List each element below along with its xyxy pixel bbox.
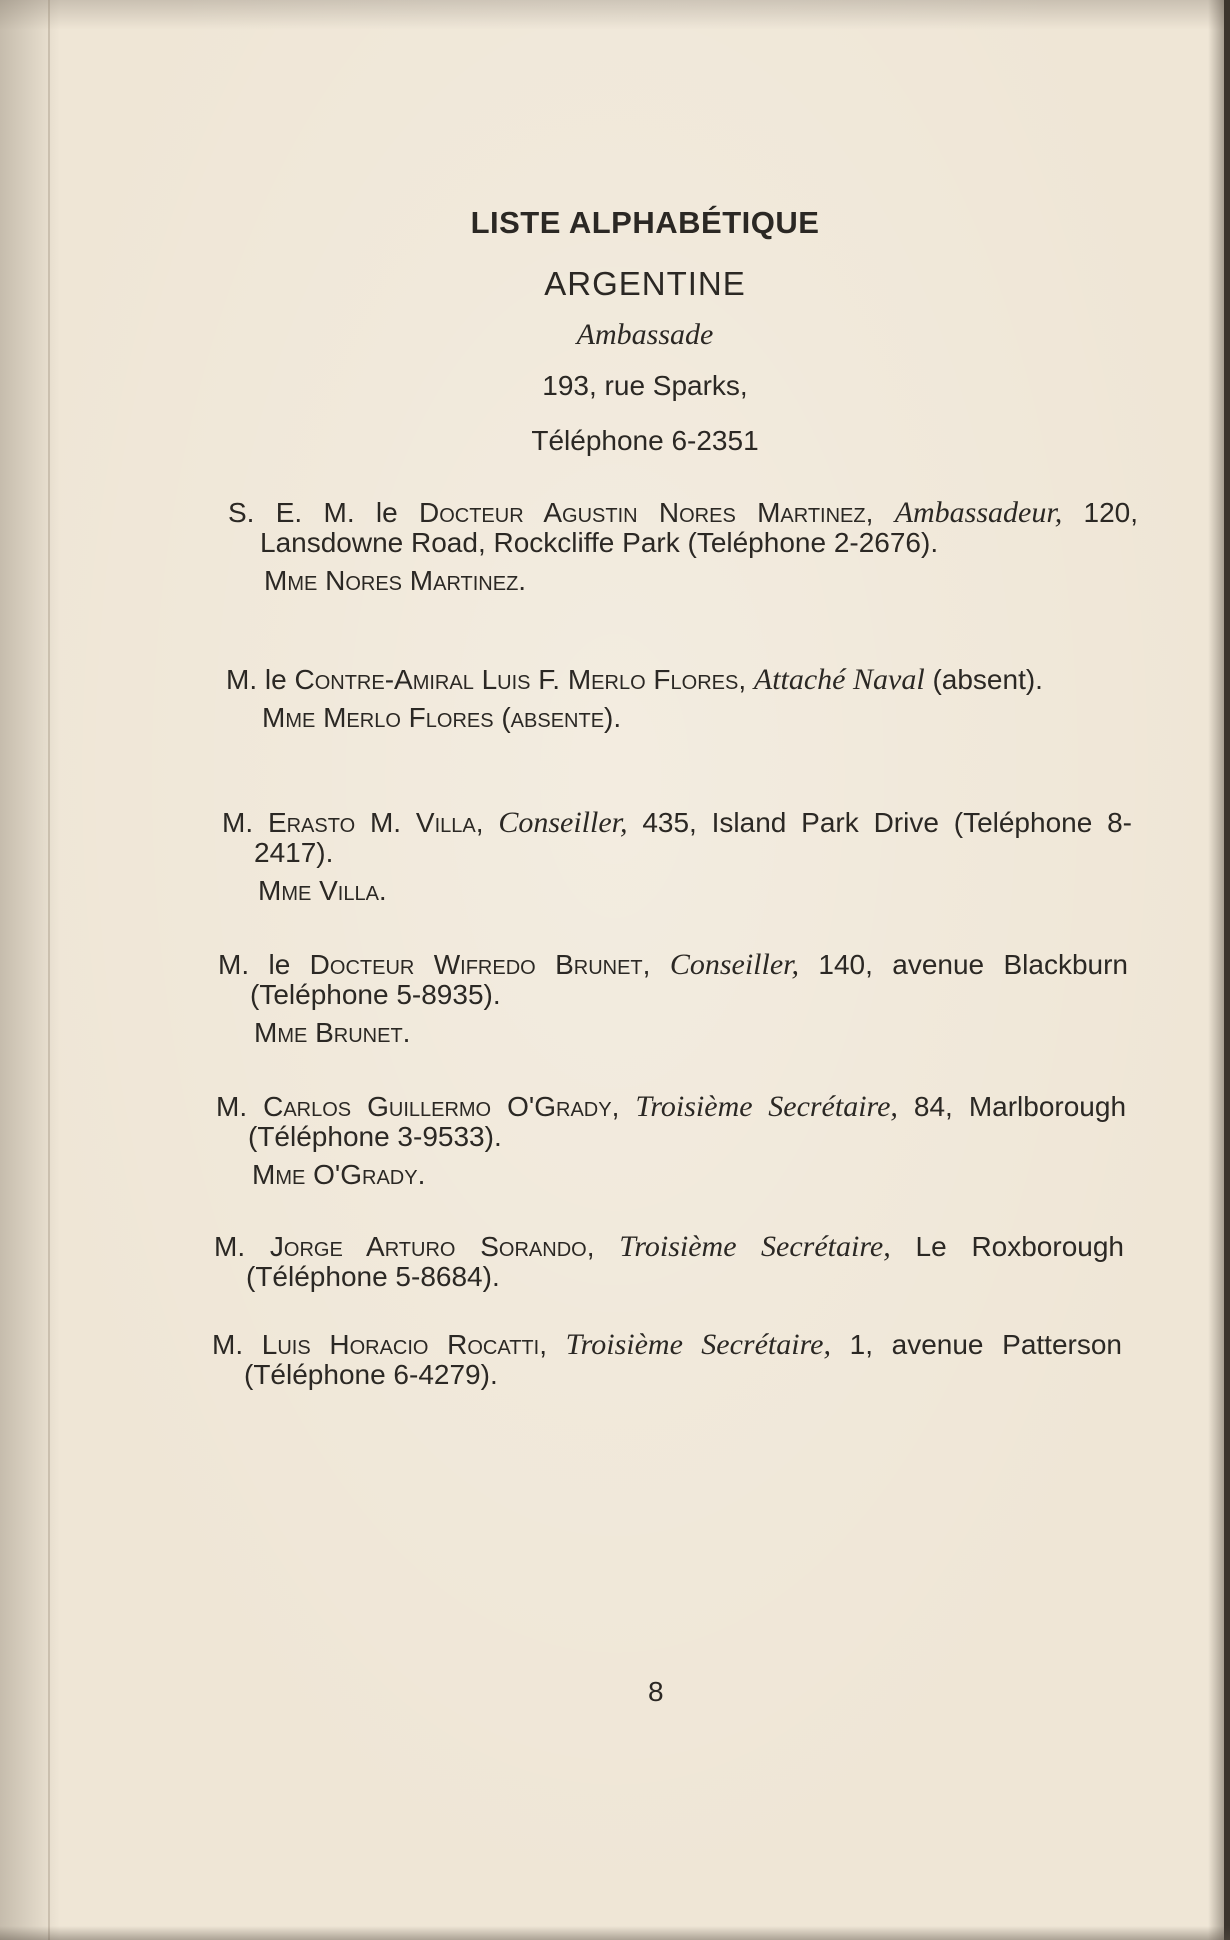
entry-details: Le Roxborough (Téléphone 5-8684). bbox=[246, 1231, 1124, 1292]
entry-prefix: M. bbox=[222, 807, 268, 838]
entry-prefix: S. E. M. le bbox=[228, 497, 419, 528]
entry-details: (absent). bbox=[924, 664, 1043, 695]
entry-prefix: M. bbox=[214, 1231, 270, 1262]
list-item bbox=[214, 1232, 1124, 1292]
entry-role: Conseiller, bbox=[498, 806, 628, 839]
country-heading: ARGENTINE bbox=[544, 265, 746, 302]
mission-phone: Téléphone 6-2351 bbox=[531, 425, 759, 456]
list-item bbox=[228, 498, 1138, 596]
entry-name: Erasto M. Villa, bbox=[267, 807, 499, 838]
entry-role: Attaché Naval bbox=[753, 663, 925, 696]
entry-spouse: Mme Merlo Flores (absente). bbox=[262, 702, 622, 733]
entry-role: Troisième Secrétaire, bbox=[565, 1328, 831, 1361]
list-title: LISTE ALPHABÉTIQUE bbox=[470, 205, 820, 240]
list-item bbox=[222, 808, 1132, 906]
entry-details: 140, avenue Blackburn (Teléphone 5-8935). bbox=[250, 949, 1128, 1010]
entry-line bbox=[226, 665, 1136, 695]
list-item bbox=[218, 950, 1128, 1048]
mission-type: Ambassade bbox=[576, 318, 714, 351]
entry-name: Jorge Arturo Sorando, bbox=[269, 1231, 620, 1262]
entry-details: 120, Lansdowne Road, Rockcliffe Park (Teléphone 2-2676). bbox=[260, 497, 1138, 558]
entry-line bbox=[212, 1330, 1122, 1390]
entry-details: 84, Marlborough (Téléphone 3-9533). bbox=[248, 1091, 1127, 1152]
entry-line bbox=[222, 808, 1132, 868]
entry-spouse: Mme Villa. bbox=[258, 875, 387, 906]
page-bottom-shadow bbox=[0, 1926, 1230, 1940]
entry-details: 435, Island Park Drive (Teléphone 8-2417). bbox=[254, 807, 1133, 868]
entry-spouse: Mme Brunet. bbox=[254, 1017, 411, 1048]
entry-prefix: M. bbox=[212, 1329, 262, 1360]
list-item bbox=[226, 665, 1136, 733]
entry-line bbox=[216, 1092, 1126, 1152]
list-item bbox=[216, 1092, 1126, 1190]
page-number: 8 bbox=[648, 1676, 664, 1707]
entry-name: Docteur Agustin Nores Martinez, bbox=[418, 497, 895, 528]
entry-name: Contre-Amiral Luis F. Merlo Flores, bbox=[294, 664, 754, 695]
entry-role: Troisième Secrétaire, bbox=[619, 1230, 891, 1263]
entry-details: 1, avenue Patterson (Téléphone 6-4279). bbox=[244, 1329, 1123, 1390]
entry-spouse: Mme O'Grady. bbox=[252, 1159, 426, 1190]
entry-line bbox=[228, 498, 1138, 558]
entry-line bbox=[218, 950, 1128, 1010]
entry-role: Ambassadeur, bbox=[894, 496, 1063, 529]
entry-name: Luis Horacio Rocatti, bbox=[261, 1329, 566, 1360]
mission-address: 193, rue Sparks, bbox=[542, 370, 748, 401]
list-item bbox=[212, 1330, 1122, 1390]
entry-spouse: Mme Nores Martinez. bbox=[264, 565, 527, 596]
entry-role: Troisième Secrétaire, bbox=[635, 1090, 898, 1123]
entry-name: Docteur Wifredo Brunet, bbox=[309, 949, 670, 980]
entry-prefix: M. le bbox=[218, 949, 310, 980]
entry-prefix: M. le bbox=[226, 664, 295, 695]
entry-role: Conseiller, bbox=[669, 948, 799, 981]
entry-name: Carlos Guillermo O'Grady, bbox=[263, 1091, 636, 1122]
entry-prefix: M. bbox=[216, 1091, 264, 1122]
entry-line bbox=[214, 1232, 1124, 1292]
